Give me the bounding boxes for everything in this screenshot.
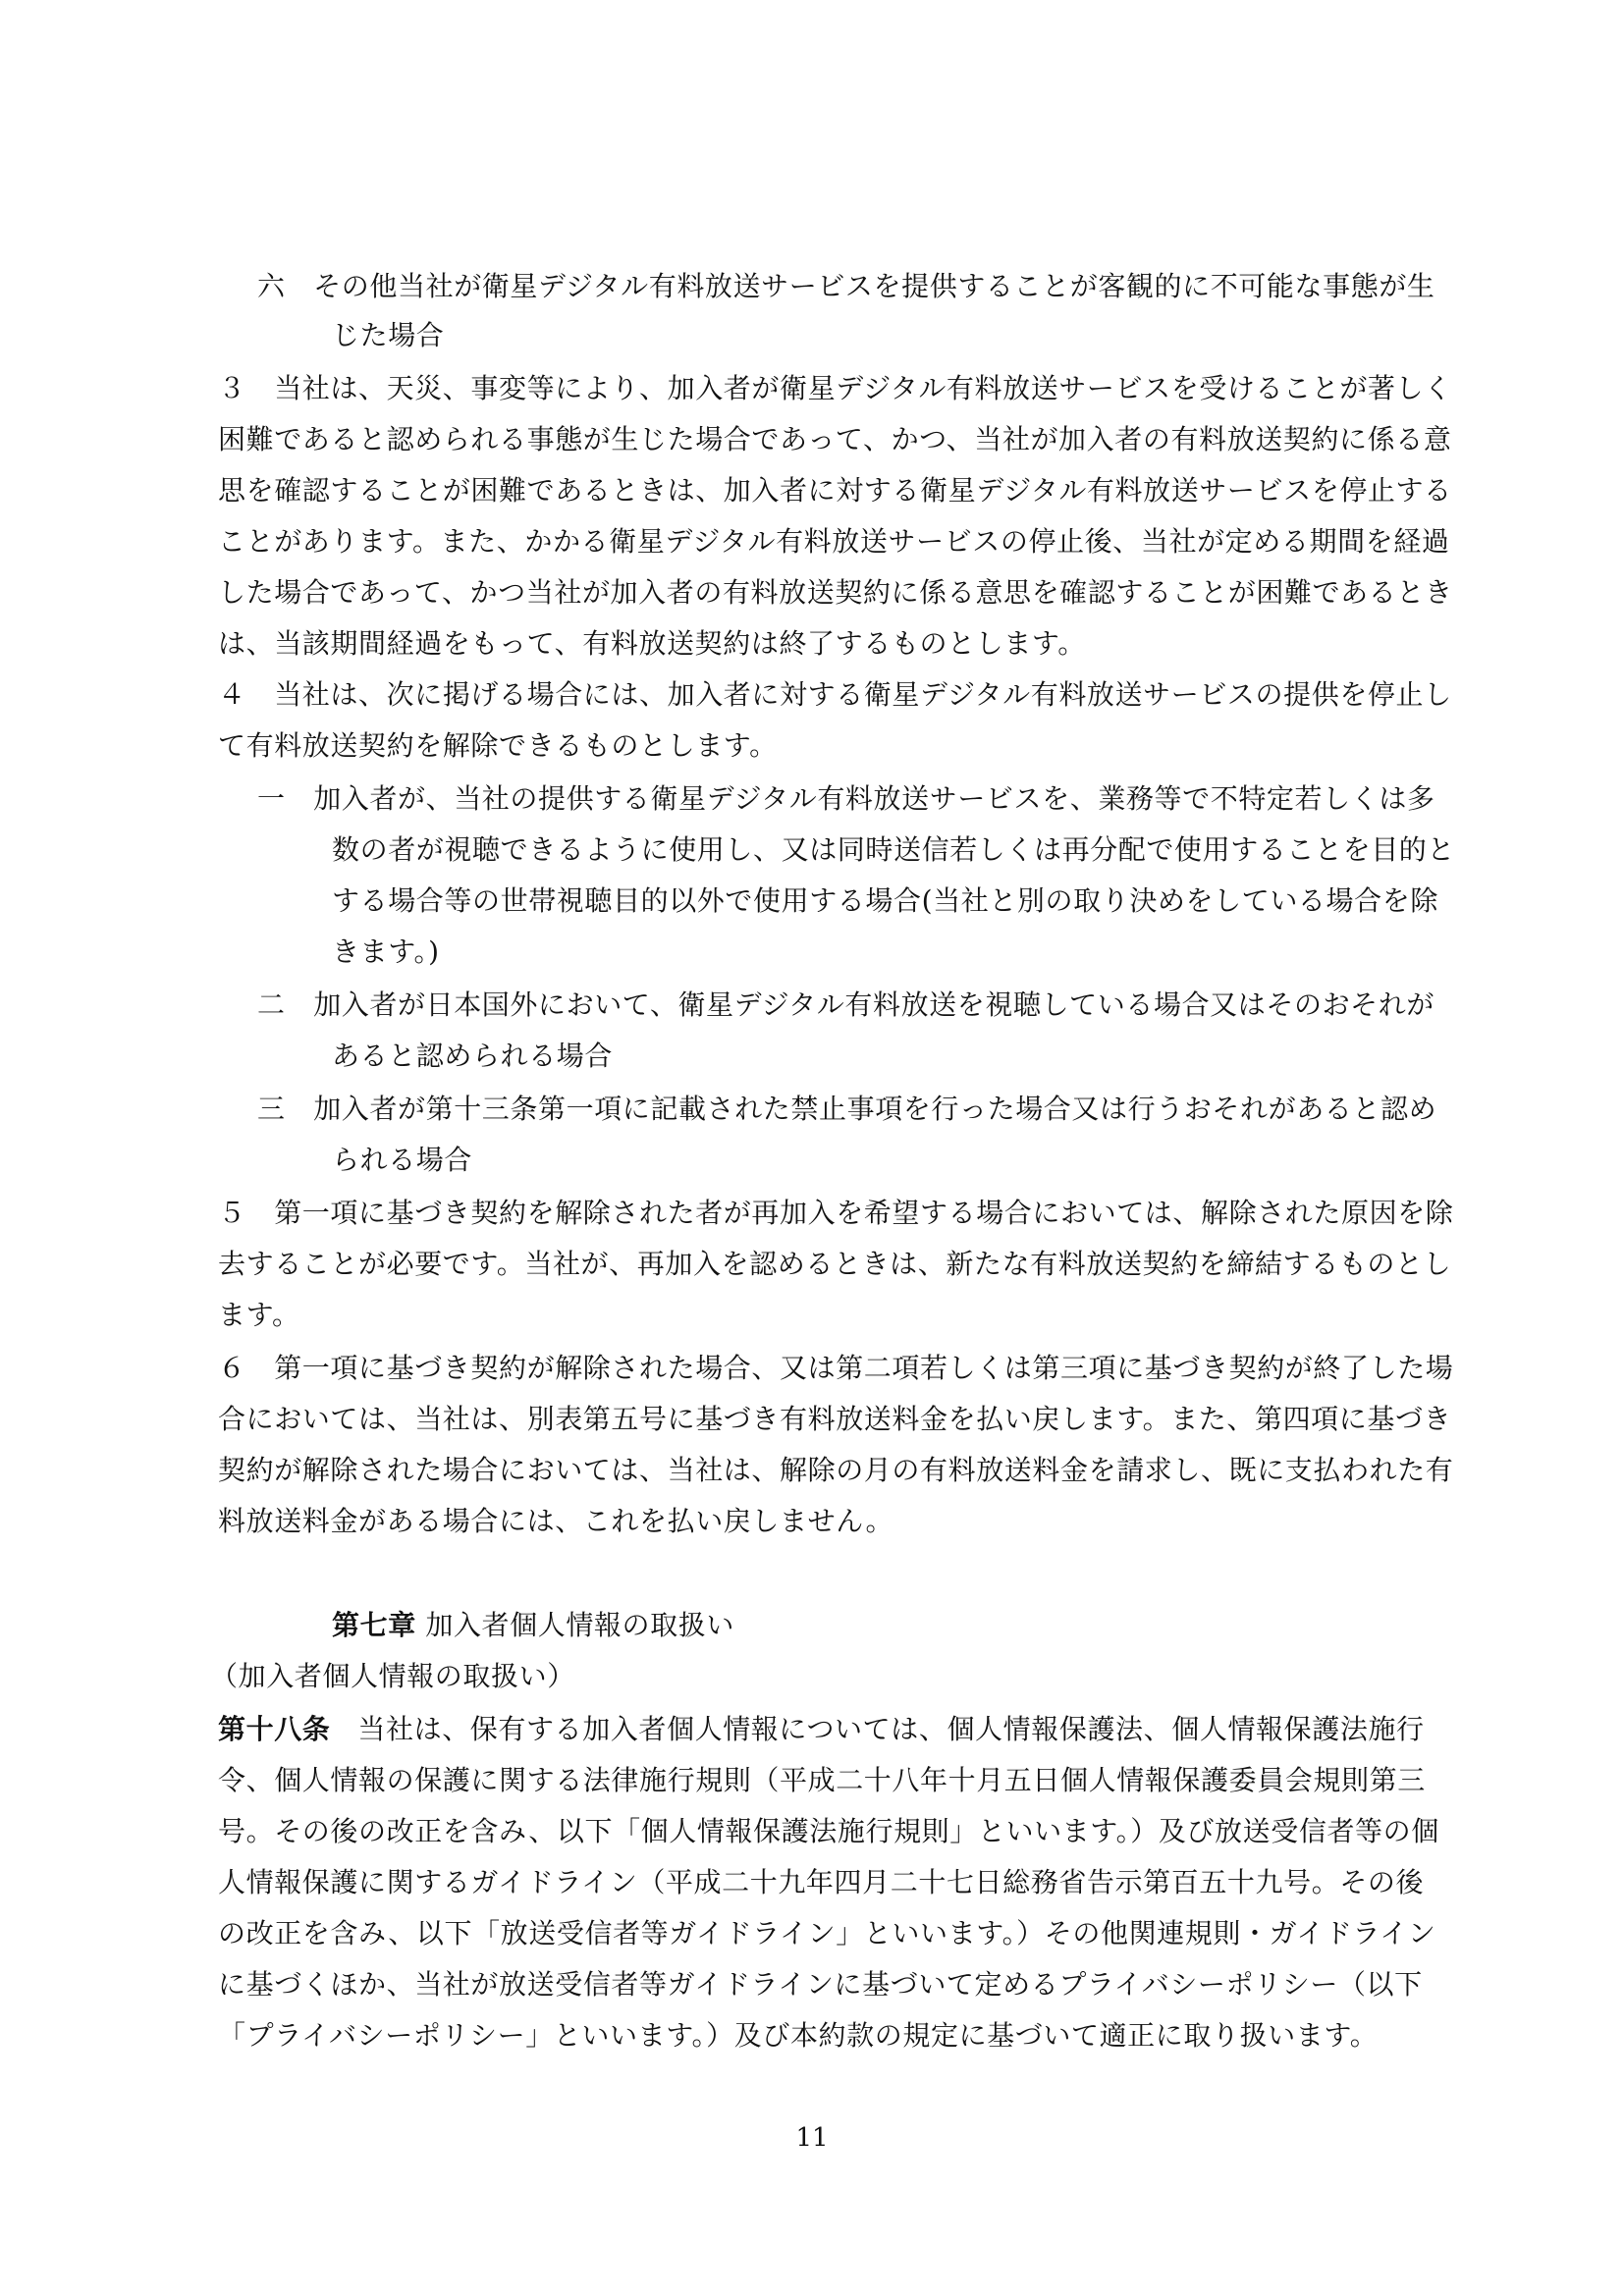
para-3-cont: 思を確認することが困難であるときは、加入者に対する衛星デジタル有料放送サービスを停止する — [218, 474, 1452, 507]
article-text: 当社は、保有する加入者個人情報については、個人情報保護法、個人情報保護法施行 — [357, 1713, 1425, 1745]
item-one-cont: きます。) — [332, 935, 440, 968]
item-one-cont: 数の者が視聴できるように使用し、又は同時送信若しくは再分配で使用することを目的と — [332, 833, 1456, 866]
para-5: ５ 第一項に基づき契約を解除された者が再加入を希望する場合においては、解除された原因を除 — [218, 1197, 1454, 1229]
item-six-cont: じた場合 — [332, 319, 445, 351]
para-3: ３ 当社は、天災、事変等により、加入者が衛星デジタル有料放送サービスを受けることが著しく — [218, 372, 1452, 404]
item-one-cont: する場合等の世帯視聴目的以外で使用する場合(当社と別の取り決めをしている場合を除 — [332, 884, 1438, 917]
para-5-cont: 去することが必要です。当社が、再加入を認めるときは、新たな有料放送契約を締結するものとし — [218, 1248, 1452, 1280]
article-18-cont: の改正を含み、以下「放送受信者等ガイドライン」といいます。）その他関連規則・ガイドライン — [218, 1917, 1436, 1949]
chapter-title: 加入者個人情報の取扱い — [425, 1609, 734, 1641]
article-18-cont: 「プライバシーポリシー」といいます。）及び本約款の規定に基づいて適正に取り扱います。 — [218, 2019, 1379, 2052]
para-6-cont: 契約が解除された場合においては、当社は、解除の月の有料放送料金を請求し、既に支払われた有 — [218, 1454, 1454, 1486]
item-three-cont: られる場合 — [332, 1144, 473, 1176]
para-5-cont: ます。 — [218, 1299, 300, 1331]
article-18-cont: 人情報保護に関するガイドライン（平成二十九年四月二十七日総務省告示第百五十九号。その後 — [218, 1866, 1425, 1898]
para-3-cont: した場合であって、かつ当社が加入者の有料放送契約に係る意思を確認することが困難であるとき — [218, 576, 1453, 609]
article-18-cont: に基づくほか、当社が放送受信者等ガイドラインに基づいて定めるプライバシーポリシー（以下 — [218, 1968, 1423, 2001]
article-18-cont: 令、個人情報の保護に関する法律施行規則（平成二十八年十月五日個人情報保護委員会規則第三 — [218, 1764, 1426, 1796]
page-number: 11 — [795, 2123, 829, 2153]
para-4: ４ 当社は、次に掲げる場合には、加入者に対する衛星デジタル有料放送サービスの提供を停止し — [218, 678, 1452, 711]
para-4-cont: て有料放送契約を解除できるものとします。 — [218, 729, 778, 762]
para-3-cont: は、当該期間経過をもって、有料放送契約は終了するものとします。 — [218, 627, 1086, 660]
item-two-cont: あると認められる場合 — [332, 1040, 614, 1072]
para-6-cont: 料放送料金がある場合には、これを払い戻しません。 — [218, 1505, 894, 1537]
para-3-cont: ことがあります。また、かかる衛星デジタル有料放送サービスの停止後、当社が定める期間を経過 — [218, 525, 1450, 558]
para-6-cont: 合においては、当社は、別表第五号に基づき有料放送料金を払い戻します。また、第四項に基づき — [218, 1403, 1452, 1435]
article-caption: （加入者個人情報の取扱い） — [210, 1660, 575, 1692]
article-18 — [218, 1708, 1425, 1751]
para-3-cont: 困難であると認められる事態が生じた場合であって、かつ、当社が加入者の有料放送契約に係る意 — [218, 423, 1452, 455]
item-six: 六 その他当社が衛星デジタル有料放送サービスを提供することが客観的に不可能な事態が生 — [257, 270, 1435, 302]
article-18-cont: 号。その後の改正を含み、以下「個人情報保護法施行規則」といいます。）及び放送受信者等の個 — [218, 1815, 1439, 1847]
item-three: 三 加入者が第十三条第一項に記載された禁止事項を行った場合又は行うおそれがあると認め — [257, 1093, 1437, 1125]
chapter-number: 第七章 — [332, 1609, 416, 1641]
para-6: ６ 第一項に基づき契約が解除された場合、又は第二項若しくは第三項に基づき契約が終了した場 — [218, 1352, 1454, 1384]
article-label: 第十八条 — [218, 1713, 331, 1745]
chapter-heading — [332, 1604, 734, 1647]
item-one: 一 加入者が、当社の提供する衛星デジタル有料放送サービスを、業務等で不特定若しくは多 — [257, 782, 1435, 815]
item-two: 二 加入者が日本国外において、衛星デジタル有料放送を視聴している場合又はそのおそれが — [257, 988, 1435, 1021]
